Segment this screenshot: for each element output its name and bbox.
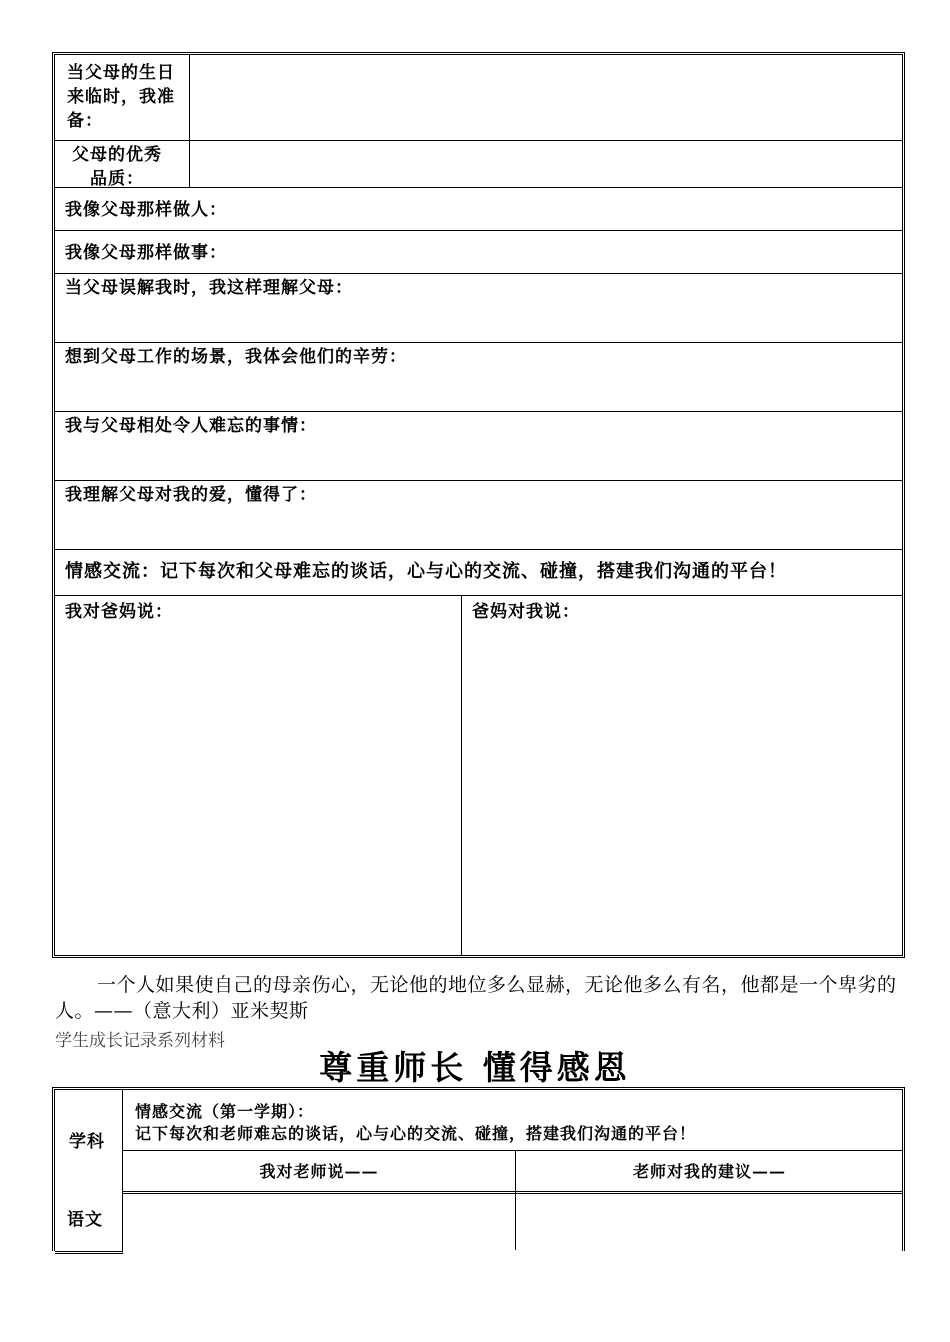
birthday-label-cell	[55, 55, 190, 140]
exchange-row	[55, 550, 902, 596]
teacher-exchange-line2: 记下每次和老师难忘的谈话，心与心的交流、碰撞，搭建我们沟通的平台！	[135, 1124, 697, 1143]
behave-row[interactable]	[55, 188, 902, 231]
header-divider	[123, 1150, 902, 1151]
birthday-label: 当父母的生日来临时，我准备：	[67, 63, 175, 131]
dialogue-row	[55, 596, 902, 955]
subject-chinese-label: 语文	[67, 1210, 103, 1230]
parents-to-me-field[interactable]	[462, 596, 902, 955]
subject-header: 学科	[69, 1132, 105, 1152]
misunderstand-label: 当父母误解我时，我这样理解父母：	[65, 278, 353, 298]
to-parents-field[interactable]	[55, 596, 461, 955]
teacher-advice-field-chinese[interactable]	[517, 1194, 902, 1250]
subject-header-cell	[55, 1090, 123, 1192]
parents-form-table	[52, 52, 905, 958]
parents-to-me-label: 爸妈对我说：	[472, 602, 580, 622]
memorable-row[interactable]	[55, 412, 902, 481]
subject-cell-chinese	[55, 1192, 123, 1254]
to-parents-label: 我对爸妈说：	[65, 602, 173, 622]
misunderstand-row[interactable]	[55, 274, 902, 343]
teacher-column-divider	[515, 1150, 516, 1250]
work-scene-label: 想到父母工作的场景，我体会他们的辛劳：	[65, 347, 407, 367]
behave-label: 我像父母那样做人：	[65, 200, 227, 220]
section-title: 尊重师长 懂得感恩	[319, 1048, 631, 1087]
birthday-row	[55, 55, 902, 141]
qualities-label: 父母的优秀品质：	[72, 145, 162, 189]
to-teacher-header: 我对老师说——	[259, 1162, 379, 1181]
birthday-answer-field[interactable]	[191, 55, 902, 140]
teacher-form-table	[52, 1087, 905, 1251]
work-label: 我像父母那样做事：	[65, 243, 227, 263]
to-teacher-field-chinese[interactable]	[124, 1194, 514, 1250]
quote-paragraph: 一个人如果使自己的母亲伤心，无论他的地位多么显赫，无论他多么有名，他都是一个卑劣的人。——（意大利）亚米契斯	[55, 974, 897, 1022]
teacher-advice-header: 老师对我的建议——	[632, 1162, 786, 1181]
work-row[interactable]	[55, 231, 902, 274]
work-scene-row[interactable]	[55, 343, 902, 412]
series-label: 学生成长记录系列材料	[55, 1031, 225, 1051]
memorable-label: 我与父母相处令人难忘的事情：	[65, 416, 317, 436]
exchange-label: 情感交流：记下每次和父母难忘的谈话，心与心的交流、碰撞，搭建我们沟通的平台！	[65, 561, 787, 582]
qualities-row	[55, 141, 902, 188]
love-row[interactable]	[55, 481, 902, 550]
qualities-label-cell	[55, 141, 190, 187]
teacher-exchange-line1: 情感交流（第一学期）：	[135, 1102, 315, 1121]
qualities-answer-field[interactable]	[191, 141, 902, 187]
love-label: 我理解父母对我的爱，懂得了：	[65, 485, 317, 505]
